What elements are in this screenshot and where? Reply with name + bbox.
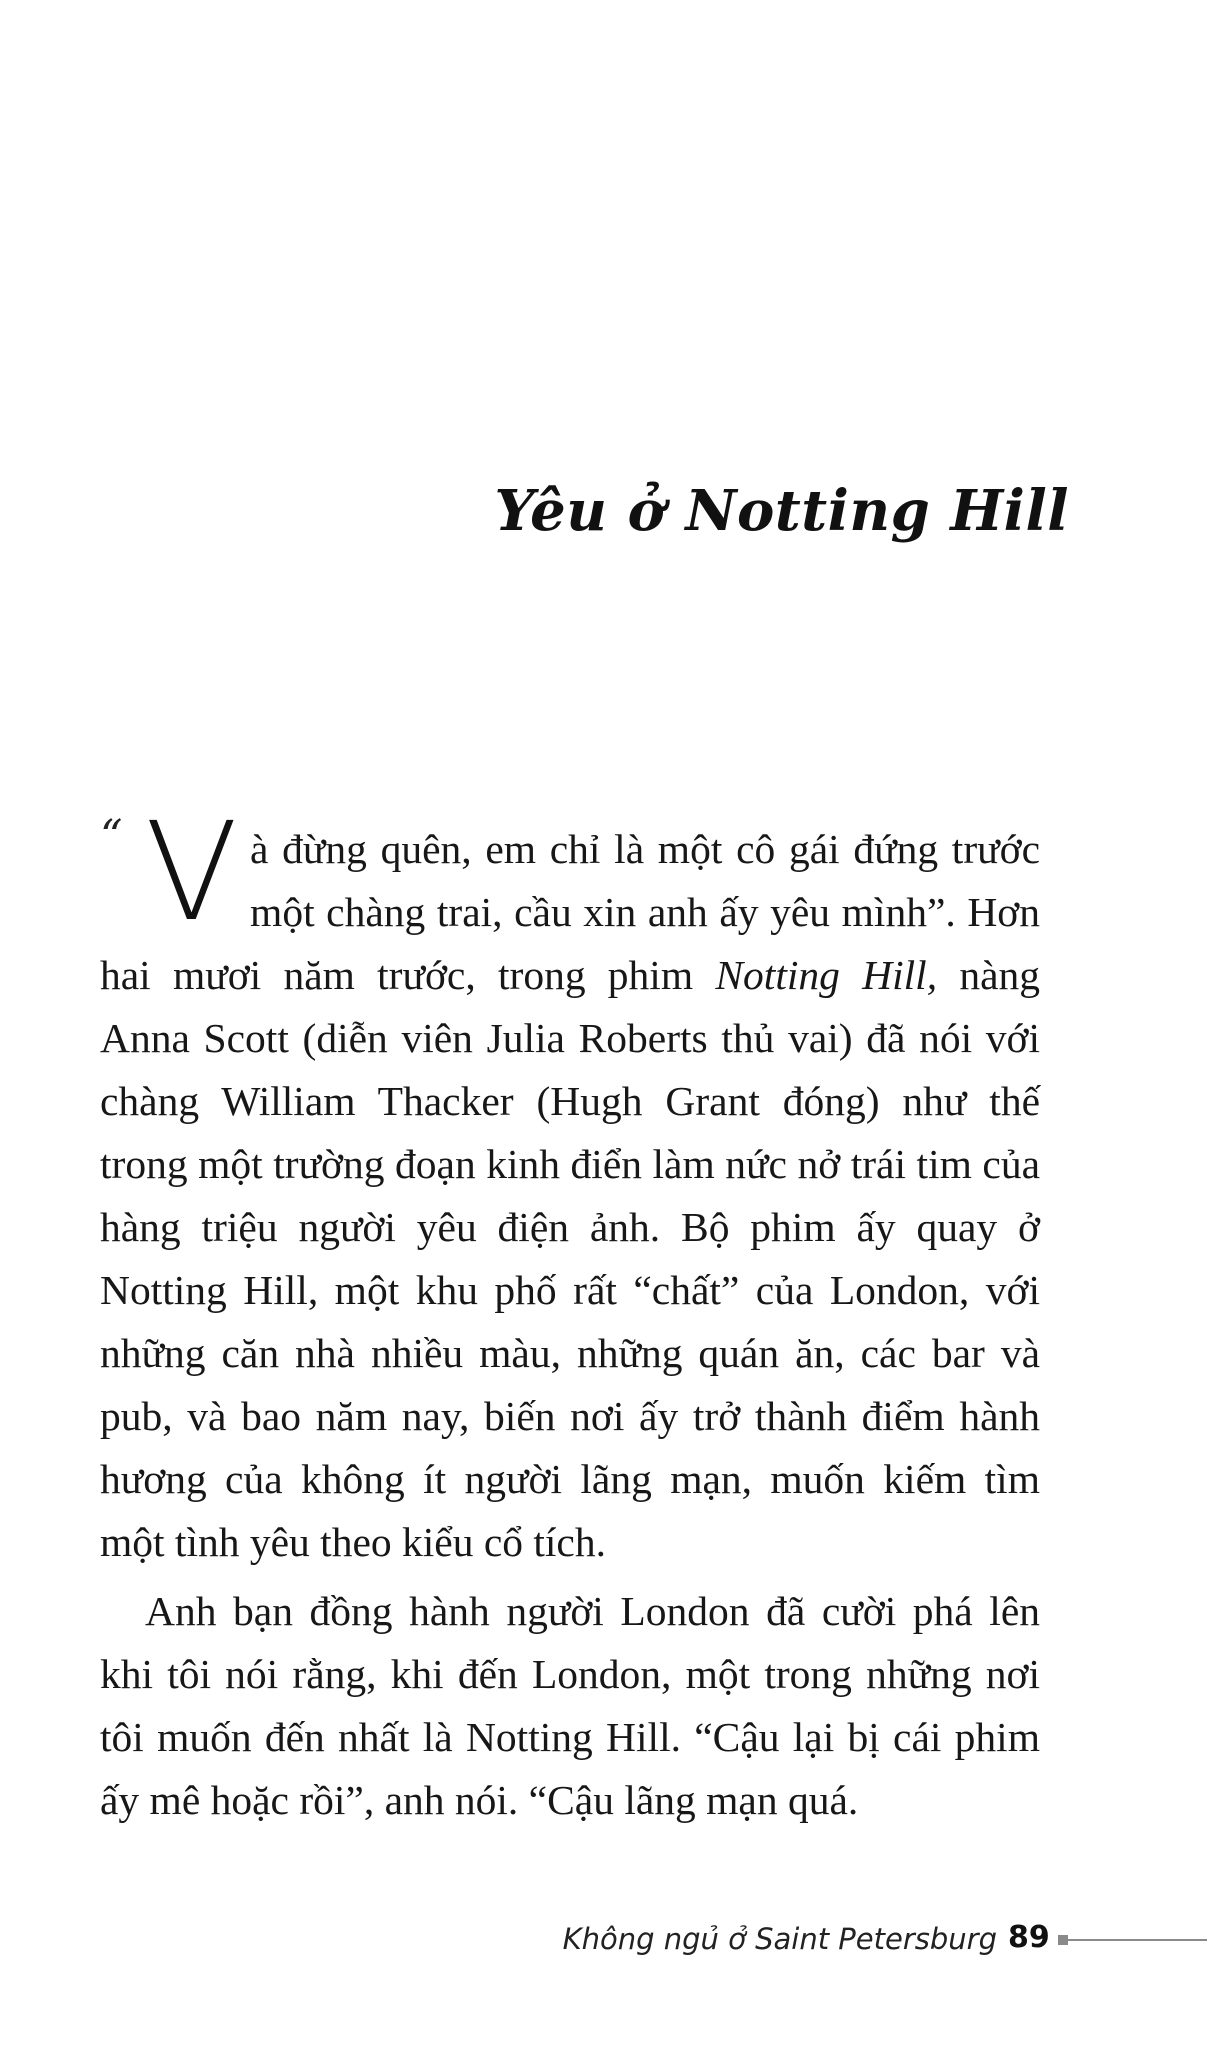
opening-quote-mark: “ xyxy=(100,811,123,862)
page-number: 89 xyxy=(1008,1920,1050,1955)
body-text xyxy=(100,794,1040,1832)
paragraph-2: Anh bạn đồng hành người London đã cười phá lên khi tôi nói rằng, khi đến London, một trong những nơi tôi muốn đến nhất là Notting Hill. “Cậu lại bị cái phim ấy mê hoặc rồi”, anh nói. “Cậu lãng mạn quá. xyxy=(100,1588,1040,1823)
footer-book-place: Saint Petersburg xyxy=(755,1922,997,1956)
drop-cap-letter: V xyxy=(145,794,239,952)
paragraph-1 xyxy=(100,794,1040,1574)
chapter-title: Yêu ở Notting Hill xyxy=(494,478,1069,544)
footer-rule xyxy=(1060,1939,1207,1941)
paragraph-1-text-b: nàng Anna Scott (diễn viên Julia Roberts thủ vai) đã nói với chàng William Thacker (Hugh Grant đóng) như thế trong một trường đoạn kinh điển làm nức nở trái tim của hàng triệu người yêu điện ảnh. Bộ phim ấy quay ở Notting Hill, một khu phố rất “chất” của London, với những căn nhà nhiều màu, những quán ăn, các bar và pub, và bao năm nay, biến nơi ấy trở thành điểm hành hương của không ít người lãng mạn, muốn kiếm tìm một tình yêu theo kiểu cổ tích. xyxy=(100,952,1040,1565)
footer-book-prefix: Không ngủ ở xyxy=(562,1922,756,1956)
paragraph-1-text-a: à đừng quên, em chỉ là một cô gái đứng trước một chàng trai, cầu xin anh ấy yêu mình”. Hơn hai mươi năm trước, trong phim xyxy=(100,826,1040,998)
film-title: Notting Hill, xyxy=(715,952,938,998)
running-footer xyxy=(563,1922,997,1956)
